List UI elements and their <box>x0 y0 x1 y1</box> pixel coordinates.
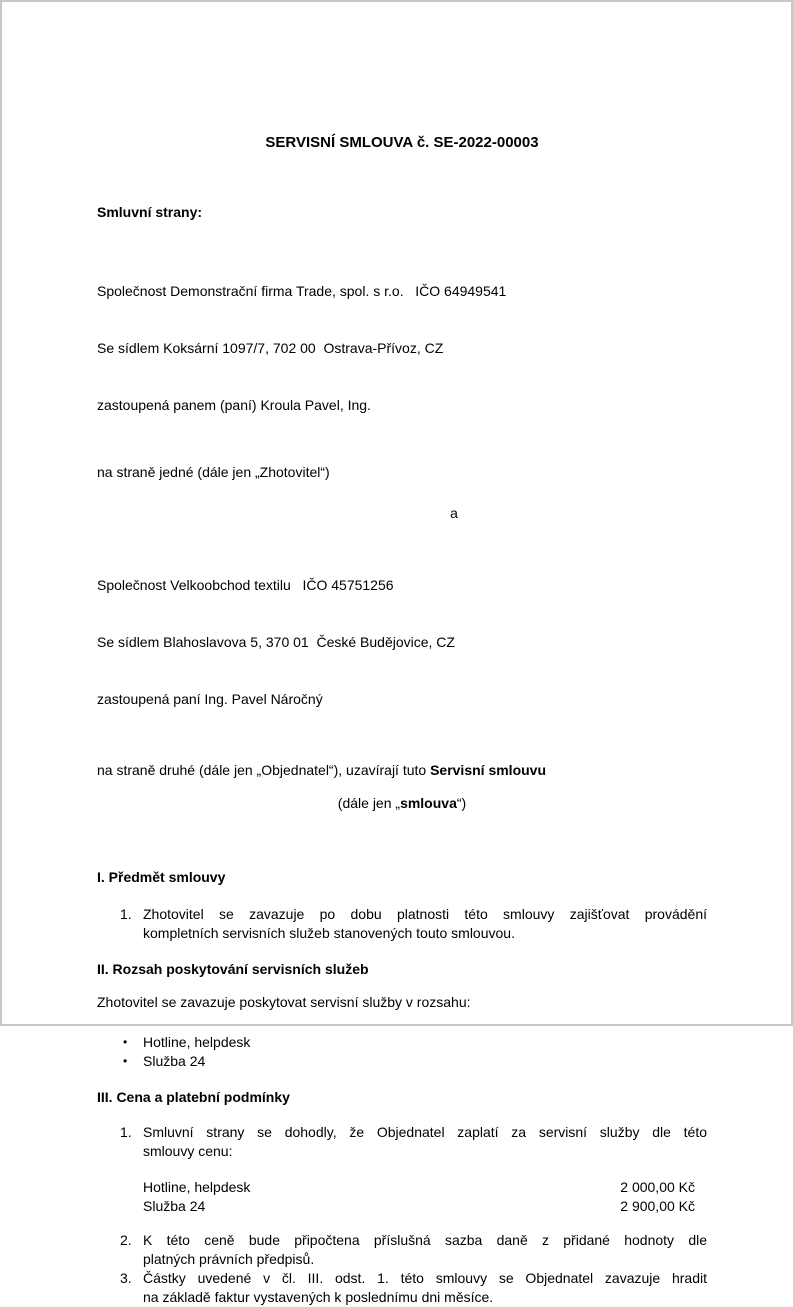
party2-role-text: na straně druhé (dále jen „Objednatel“), uzavírají tuto <box>97 762 431 778</box>
party2-role-bold-text: Servisní smlouvu <box>430 762 547 778</box>
party2-block <box>97 538 707 747</box>
alias-prefix-text: (dále jen „ <box>337 795 401 811</box>
section2-intro: Zhotovitel se zavazuje poskytovat servisní služby v rozsahu: <box>97 994 471 1010</box>
table-row <box>143 1197 695 1216</box>
document-title: SERVISNÍ SMLOUVA č. SE-2022-00003 <box>265 134 539 151</box>
section3-item2-text: K této ceně bude připočtena příslušná sazba daně z přidané hodnoty dle platných právních předpisů. <box>143 1232 707 1267</box>
price-amount: 2 000,00 Kč <box>620 1179 695 1195</box>
price-table <box>97 1178 707 1216</box>
section1-heading: I. Předmět smlouvy <box>97 869 226 885</box>
section3-item2 <box>97 1231 707 1269</box>
section3-item3-text: Částky uvedené v čl. III. odst. 1. této smlouvy se Objednatel zavazuje hradit na základě faktur vystavených k poslednímu dni měsíce. <box>143 1270 707 1305</box>
services-bullet-list <box>97 1033 707 1071</box>
section2-heading: II. Rozsah poskytování servisních služeb <box>97 961 369 977</box>
party1-role-line: na straně jedné (dále jen „Zhotovitel“) <box>97 464 330 480</box>
party1-address-line: Se sídlem Koksární 1097/7, 702 00 Ostrava-Přívoz, CZ <box>97 340 444 356</box>
party2-address-line: Se sídlem Blahoslavova 5, 370 01 České Budějovice, CZ <box>97 634 455 650</box>
section1-item1-number: 1. <box>120 906 132 922</box>
parties-heading: Smluvní strany: <box>97 204 203 220</box>
party1-block <box>97 244 707 453</box>
price-amount: 2 900,00 Kč <box>620 1198 695 1214</box>
list-item <box>97 1052 707 1071</box>
table-row <box>143 1178 695 1197</box>
bullet-icon: • <box>123 1035 128 1049</box>
section3-item3-number: 3. <box>120 1270 132 1286</box>
section3-item3 <box>97 1269 707 1307</box>
party1-company-line: Společnost Demonstrační firma Trade, spol. s r.o. IČO 64949541 <box>97 283 507 299</box>
section3-item2-number: 2. <box>120 1232 132 1248</box>
section1-item1-text: Zhotovitel se zavazuje po dobu platnosti této smlouvy zajišťovat provádění kompletních servisních služeb stanovených touto smlouvou. <box>143 906 707 941</box>
bullet-item-text: Hotline, helpdesk <box>143 1034 251 1050</box>
section3-item1 <box>97 1123 707 1161</box>
bullet-icon: • <box>123 1054 128 1068</box>
section3-item1-number: 1. <box>120 1124 132 1140</box>
bullet-item-text: Služba 24 <box>143 1053 206 1069</box>
list-item <box>97 1033 707 1052</box>
party2-role-line <box>97 761 707 780</box>
price-label: Služba 24 <box>143 1198 206 1214</box>
conjunction-line: a <box>450 505 458 521</box>
party1-representative-line: zastoupená panem (paní) Kroula Pavel, Ing. <box>97 397 371 413</box>
section3-item1-text: Smluvní strany se dohodly, že Objednatel zaplatí za servisní služby dle této smlouvy cenu: <box>143 1124 707 1159</box>
section3-heading: III. Cena a platební podmínky <box>97 1089 290 1105</box>
contract-alias-line <box>97 794 707 813</box>
alias-bold-text: smlouva <box>400 795 457 811</box>
party2-representative-line: zastoupená paní Ing. Pavel Náročný <box>97 691 323 707</box>
price-label: Hotline, helpdesk <box>143 1179 251 1195</box>
contract-content <box>97 2 707 1307</box>
party2-company-line: Společnost Velkoobchod textilu IČO 45751256 <box>97 577 394 593</box>
section1-item1 <box>97 905 707 943</box>
alias-suffix-text: “) <box>456 795 467 811</box>
